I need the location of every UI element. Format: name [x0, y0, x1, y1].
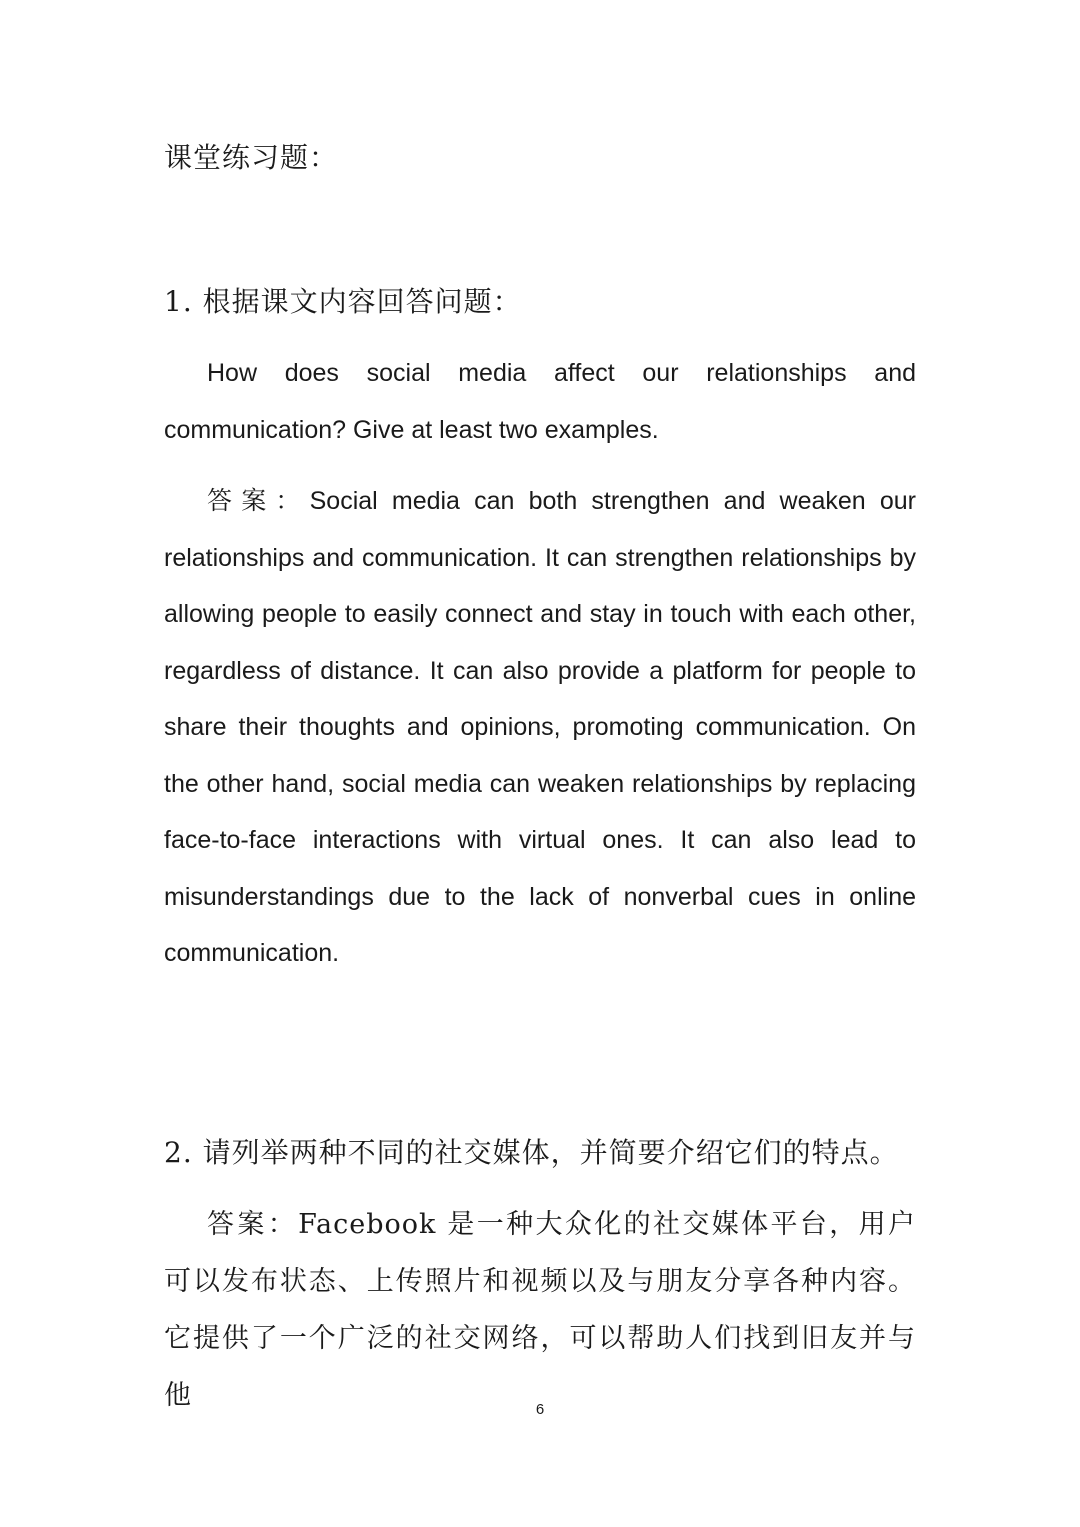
page-title: 课堂练习题：: [164, 141, 339, 174]
page-number: 6: [535, 1401, 545, 1418]
answer-text: Social media can both strengthen and weaken our relationships and communication. It can strengthen relationships by allowing people to easily connect and stay in touch with each other, regardless of distance. It can also provide a platform for people to share their thoughts and opinions, promoting communication. On the other hand, social media can weaken relationships by replacing face-to-face interactions with virtual ones. It can also lead to misunderstandings due to the lack of nonverbal cues in online communication.: [164, 487, 916, 967]
question-1-prompt: 根据课文内容回答问题：: [202, 285, 522, 318]
question-1-answer: [164, 473, 916, 982]
question-2-number: 2.: [164, 1136, 193, 1169]
question-1-number: 1.: [164, 285, 193, 318]
question-1-text: How does social media affect our relationships and communication? Give at least two examples.: [164, 359, 916, 444]
answer-label: 答案：: [207, 486, 310, 515]
question-2-answer: [164, 1196, 916, 1424]
question-2-prompt: 请列举两种不同的社交媒体，并简要介绍它们的特点。: [202, 1136, 899, 1169]
answer-label: 答案：: [207, 1209, 299, 1240]
answer-text: Facebook 是一种大众化的社交媒体平台，用户可以发布状态、上传照片和视频以及与朋友分享各种内容。它提供了一个广泛的社交网络，可以帮助人们找到旧友并与他: [164, 1209, 917, 1411]
question-1-heading: [164, 282, 916, 322]
question-2-heading: [164, 1133, 916, 1173]
